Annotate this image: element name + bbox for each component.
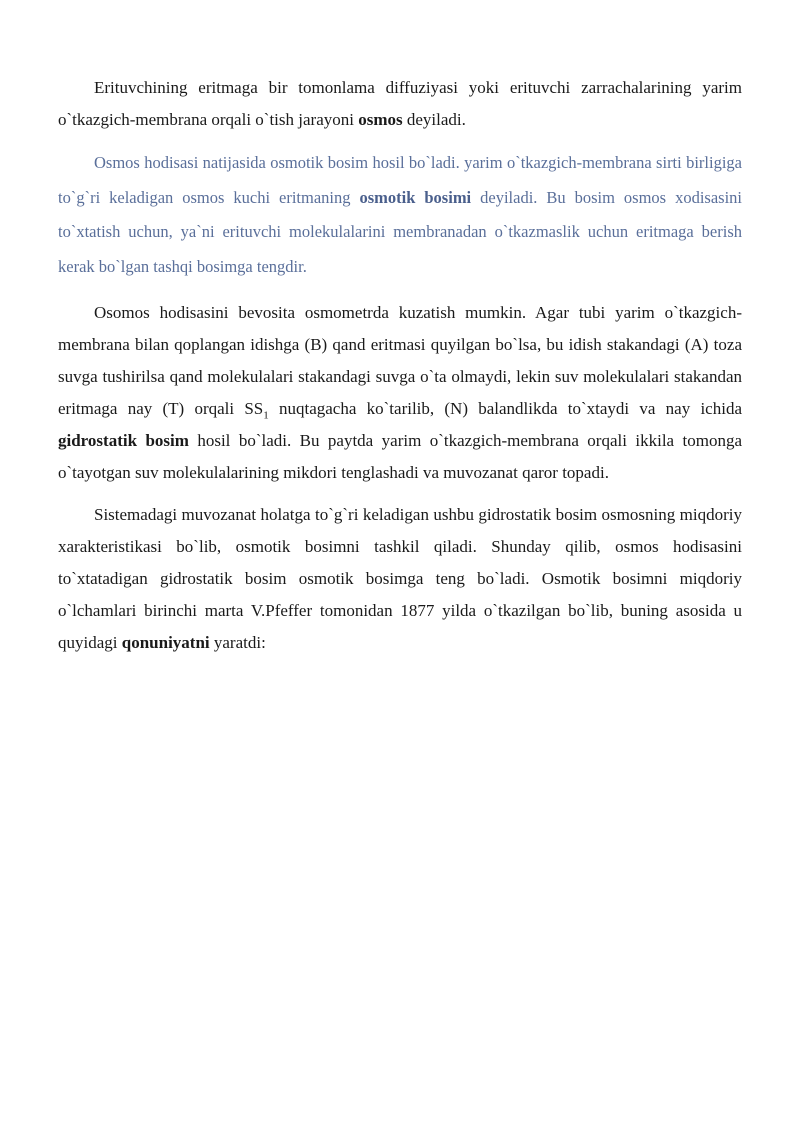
term-osmos: osmos <box>358 110 403 129</box>
paragraph-osmos-definition <box>58 72 742 136</box>
text-segment: Erituvchining eritmaga bir tomonlama diffuziyasi yoki erituvchi zarrachalarining yarim o`tkazgich-membrana orqali o`tish jarayoni <box>58 78 742 129</box>
paragraph-equilibrium <box>58 499 742 659</box>
term-osmotik-bosimi: osmotik bosimi <box>359 187 472 207</box>
term-gidrostatik-bosim: gidrostatik bosim <box>58 431 189 450</box>
paragraph-osmometer <box>58 297 742 489</box>
text-segment: deyiladi. Bu bosim osmos xodisasini to`xtatish uchun, ya`ni erituvchi molekulalarini membranadan o`tkazmaslik uchun eritmaga berish kerak bo`lgan tashqi bosimga tengdir. <box>58 187 743 276</box>
subscript: 1 <box>263 409 269 422</box>
paragraph-osmotic-pressure <box>58 146 742 284</box>
term-qonuniyatni: qonuniyatni <box>121 633 210 652</box>
text-segment: Osmos hodisasi natijasida osmotik bosim hosil bo`ladi. yarim o`tkazgich-membrana sirti birligiga to`g`ri keladigan osmos kuchi eritmaning <box>58 153 742 207</box>
document-page <box>58 72 742 669</box>
text-segment: Osomos hodisasini bevosita osmometrda kuzatish mumkin. Agar tubi yarim o`tkazgich-membrana bilan qoplangan idishga (B) qand eritmasi quyilgan bo`lsa, bu idish stakandagi (A) toza suvga tushirilsa qand molekulalari stakandagi suvga o`ta olmaydi, lekin suv molekulalari stakandan eritmaga nay (T) orqali SS <box>58 303 742 418</box>
text-segment: yaratdi: <box>209 633 266 652</box>
text-segment: deyiladi. <box>402 110 466 129</box>
text-segment: Sistemadagi muvozanat holatga to`g`ri keladigan ushbu gidrostatik bosim osmosning miqdoriy xarakteristikasi bo`lib, osmotik bosimni tashkil qiladi. Shunday qilib, osmos hodisasini to`xtatadigan gidrostatik bosim osmotik bosimga teng bo`ladi. Osmotik bosimni miqdoriy o`lchamlari birinchi marta V.Pfeffer tomonidan 1877 yilda o`tkazilgan bo`lib, buning asosida u quyidagi <box>58 505 742 652</box>
text-segment: hosil bo`ladi. Bu paytda yarim o`tkazgich-membrana orqali ikkila tomonga o`tayotgan suv molekulalarining mikdori tenglashadi va muvozanat qaror topadi. <box>58 431 742 482</box>
text-segment: nuqtagacha ko`tarilib, (N) balandlikda to`xtaydi va nay ichida <box>268 399 743 418</box>
